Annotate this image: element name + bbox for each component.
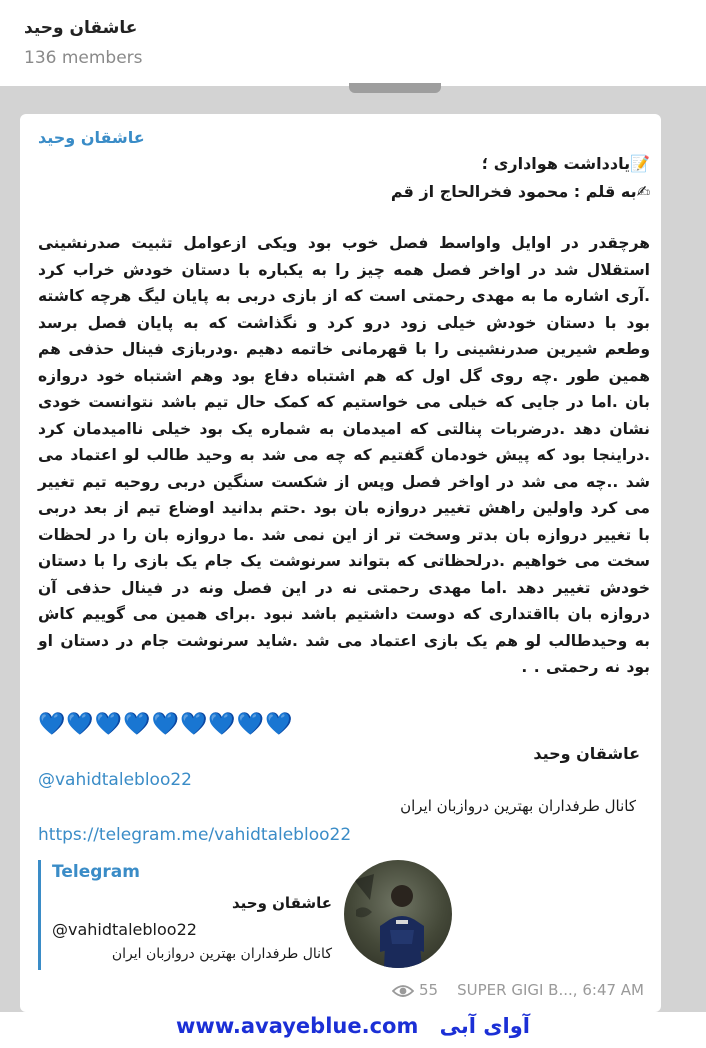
signature: عاشقان وحید <box>533 744 640 763</box>
telegram-link[interactable]: https://telegram.me/vahidtalebloo22 <box>38 825 352 845</box>
preview-handle: @vahidtalebloo22 <box>52 920 197 939</box>
watermark-url: www.avayeblue.com <box>176 1014 419 1038</box>
post-time: 6:47 AM <box>582 981 644 999</box>
view-count: 55 <box>418 981 439 999</box>
writing-hand-icon: ✍ <box>636 182 650 201</box>
message-body <box>38 230 650 681</box>
message-author[interactable]: عاشقان وحید <box>38 128 145 147</box>
member-count: 136 members <box>24 48 143 68</box>
memo-line-2-text: به قلم : محمود فخرالحاج از قم <box>390 182 637 201</box>
preview-description: کانال طرفداران بهترین دروازبان ایران <box>111 946 332 962</box>
post-author: SUPER GIGI B..., <box>457 981 578 999</box>
memo-line-1 <box>38 150 650 178</box>
message-meta <box>360 981 644 999</box>
preview-site-name: Telegram <box>52 862 140 882</box>
eye-icon <box>392 983 414 999</box>
memo-line-2 <box>38 178 650 206</box>
avatar-figure <box>344 860 452 968</box>
chat-header[interactable] <box>0 0 706 87</box>
date-pill <box>349 83 441 93</box>
message-body-text: هرچقدر در اوایل واواسط فصل خوب بود ویکی ازعوامل تثبیت صدرنشینی استقلال شد در اواخر فصل همه چیز را به یکباره با دستان خودش خراب کرد .آری اشاره ما به مهدی رحمتی است که از بازی دربی به پایان لیگ هرچه کاشته بود با دستان خودش خیلی زود درو کرد و نگذاشت که به پایان فصل برسد وطعم شیرین صدرنشینی را با قهرمانی خاتمه دهیم .ودربازی فینال حذفی هم همین طور .چه روی گل اول که هم اشتباه دفاع بود وهم اشتباه خود دروازه بان .اما در جایی که خیلی می خواستیم که کمک حال تیم باشد نتوانست خودی نشان دهد .درضربات پنالتی که امیدمان به شماره یک بود خیلی ناامیدمان کرد .دراینجا بود که پیش خودمان گفتیم که چه می شد به وحید طالب لو اعتماد می شد ..چه می شد در اواخر فصل وپس از شکست سنگین دربی روحیه تیم تغییر می کرد واولین راهش تغییر دروازه بان بود .حتم بدانید اوضاع تیم از بعد دربی با تغییر دروازه بان بدتر وسخت تر از این نمی شد .ما دروازه بان را در لحظات سخت می خواهیم .درلحظاتی که بتواند سرنوشت یک جام یک بازی را با دستان خودش تغییر دهد .اما مهدی رحمتی نه در این فصل ونه در فینال حذفی آن دروازه بان بااقتداری که دوست داشتیم باشد نبود .برای همین می گوییم کاش به وحیدطالب لو هم یک بازی اعتماد می شد .شاید سرنوشت جام در دستان او بود نه رحمتی . . <box>38 234 650 676</box>
memo-heading <box>38 150 650 206</box>
channel-avatar-icon[interactable] <box>344 860 452 968</box>
blue-hearts-icon: 💙💙💙💙💙💙💙💙💙 <box>38 712 294 737</box>
chat-title[interactable]: عاشقان وحید <box>24 18 138 38</box>
watermark-persian: آوای آبی <box>439 1014 530 1038</box>
link-preview[interactable] <box>38 858 458 970</box>
memo-line-1-text: یادداشت هواداری ؛ <box>481 154 631 173</box>
channel-description: کانال طرفداران بهترین دروازبان ایران <box>400 797 636 815</box>
channel-handle-link[interactable]: @vahidtalebloo22 <box>38 770 192 790</box>
watermark <box>0 1014 706 1038</box>
memo-icon: 📝 <box>630 154 650 173</box>
preview-title: عاشقان وحید <box>231 894 332 912</box>
preview-accent-bar <box>38 860 41 970</box>
